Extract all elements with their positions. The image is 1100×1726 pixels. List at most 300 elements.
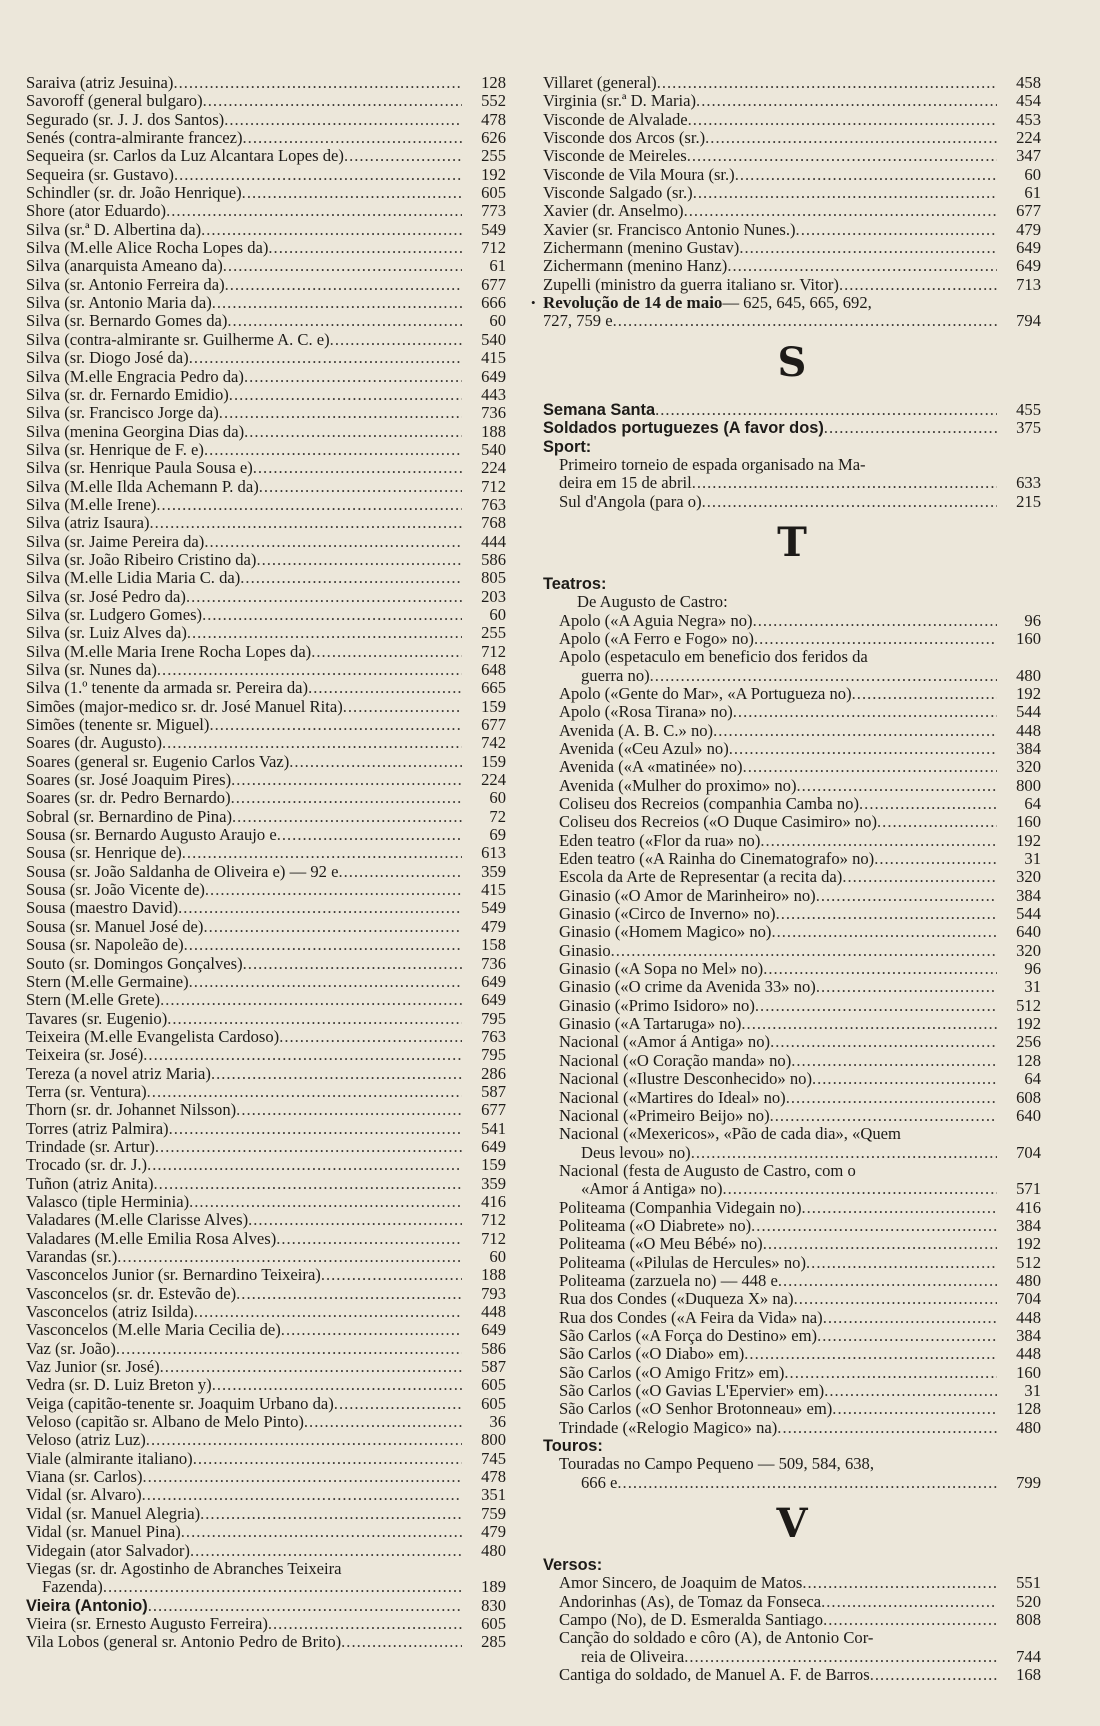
leader-dots [735,166,997,184]
leader-dots [824,1382,997,1400]
entry-name: Silva (atriz Isaura) [26,514,150,533]
entry-page: 478 [481,109,506,129]
index-entry [26,331,506,349]
index-entry [26,239,506,257]
leader-dots [211,1065,462,1083]
entry-page: 552 [481,91,506,111]
entry-name: Stern (M.elle Germaine) [26,972,189,991]
entry-name: Ginasio («A Tartaruga» no) [559,1015,742,1034]
entry-name: Thorn (sr. dr. Johannet Nilsson) [26,1101,237,1120]
entry-name: Silva (M.elle Alice Rocha Lopes da) [26,239,269,258]
index-entry-continuation [543,1474,1041,1492]
leader-dots [277,826,462,844]
index-entry [26,771,506,789]
entry-name: Silva (sr. dr. Fernardo Emidio) [26,385,229,404]
leader-dots [308,679,462,697]
entry-name: Vedra (sr. D. Luiz Breton y) [26,1376,212,1395]
leader-dots [817,1327,997,1345]
entry-name: Avenida («A «matinée» no) [559,758,743,777]
leader-dots [617,1474,997,1492]
index-entry [543,740,1041,758]
index-entry [26,1065,506,1083]
entry-page: 736 [481,403,506,423]
entry-page: 640 [1016,1105,1041,1125]
index-entry [26,1523,506,1541]
entry-page: 773 [481,201,506,221]
entry-page: 549 [481,219,506,239]
index-entry [543,419,1041,437]
index-entry [26,459,506,477]
entry-name: Veloso (capitão sr. Albano de Melo Pinto) [26,1413,304,1432]
entry-page: 712 [481,238,506,258]
index-entry [543,129,1041,147]
entry-page: 649 [481,971,506,991]
entry-name: Coliseu dos Recreios («O Duque Casimiro» no) [559,813,878,832]
entry-name: Silva (1.º tenente da armada sr. Pereira da) [26,679,309,698]
entry-page: 320 [1016,867,1041,887]
entry-name: Silva (sr. João Ribeiro Cristino da) [26,550,257,569]
entry-name: Avenida (A. B. C.» no) [559,721,714,740]
entry-name: Nacional («Primeiro Beijo» no) [559,1106,770,1125]
entry-name: Valadares (M.elle Clarisse Alves) [26,1211,249,1230]
index-entry [26,533,506,551]
entry-page: 830 [481,1595,506,1615]
leader-dots [777,1419,997,1437]
leader-dots [839,276,997,294]
entry-name: 666 e [581,1473,618,1492]
entry-name: Silva (M.elle Engracia Pedro da) [26,367,244,386]
index-entry [26,294,506,312]
entry-page: 586 [481,1338,506,1358]
entry-name: Sequeira (sr. Gustavo) [26,165,174,184]
index-entry [543,777,1041,795]
entry-page: 649 [481,990,506,1010]
leader-dots [103,1578,462,1596]
leader-dots [289,753,462,771]
entry-name: São Carlos («A Força do Destino» em) [559,1326,818,1345]
index-entry: Nacional («Mexericos», «Pão de cada dia», «Quem [559,1125,901,1144]
leader-dots [143,1046,462,1064]
leader-dots [231,789,462,807]
index-entry [543,722,1041,740]
entry-name: Sousa (sr. Henrique de) [26,844,182,863]
entry-page: 704 [1016,1142,1041,1162]
entry-name: Vidal (sr. Manuel Alegria) [26,1504,201,1523]
entry-page: 520 [1016,1591,1041,1611]
leader-dots [611,942,997,960]
index-entry [26,1083,506,1101]
entry-page: 551 [1016,1573,1041,1593]
leader-dots [157,661,462,679]
leader-dots [182,844,462,862]
leader-dots [321,1266,462,1284]
entry-name: Zichermann (menino Hanz) [543,257,728,276]
index-entry [543,493,1041,511]
leader-dots [311,643,462,661]
entry-name: Ginasio («Homem Magico» no) [559,923,772,942]
entry-name: Varandas (sr.) [26,1248,118,1266]
entry-pages: 727, 759 e [543,312,613,331]
entry-name: Avenida («Ceu Azul» no) [559,739,729,758]
index-entry-continuation [543,474,1041,492]
index-entry [26,221,506,239]
index-entry [26,349,506,367]
entry-page: 605 [481,1393,506,1413]
entry-page: 458 [1016,73,1041,92]
leader-dots [760,832,997,850]
entry-page: 96 [1024,959,1041,979]
entry-page: 763 [481,1026,506,1046]
entry-page: 359 [481,1173,506,1193]
index-entry [543,1052,1041,1070]
index-entry [543,74,1041,92]
entry-page: 795 [481,1045,506,1065]
leader-dots [784,1364,997,1382]
entry-page: 158 [481,935,506,955]
leader-dots [236,1285,462,1303]
index-entry [26,1395,506,1413]
index-entry [26,991,506,1009]
entry-page: 416 [1016,1197,1041,1217]
index-entry [543,202,1041,220]
index-entry [26,789,506,807]
entry-page: 587 [481,1081,506,1101]
leader-dots [242,184,462,202]
index-entry-continuation [543,1144,1041,1162]
entry-name: Vieira (Antonio) [26,1596,148,1615]
index-entry [26,661,506,679]
entry-name: Silva (anarquista Ameano da) [26,257,223,276]
index-entry [543,92,1041,110]
index-entry [26,1358,506,1376]
leader-dots [203,918,462,936]
entry-name: Deus levou» no) [581,1143,691,1162]
leader-dots [696,92,997,110]
category-heading: Sport: [543,437,592,456]
index-entry [26,257,506,275]
entry-name: Politeama («O Diabrete» no) [559,1216,752,1235]
entry-page: 384 [1016,1215,1041,1235]
index-entry [543,813,1041,831]
index-entry [543,276,1041,294]
entry-page: 224 [1016,128,1041,148]
index-entry [26,679,506,697]
index-entry [543,1382,1041,1400]
entry-page: 320 [1016,757,1041,777]
entry-name: Soares (dr. Augusto) [26,734,162,753]
leader-dots [687,147,997,165]
index-entry [543,1015,1041,1033]
entry-name: Coliseu dos Recreios (companhia Camba no) [559,795,860,813]
entry-name: Shore (ator Eduardo) [26,202,167,221]
leader-dots [243,129,462,147]
index-entry [543,401,1041,419]
entry-name: Silva (sr. Ludgero Gomes) [26,605,203,624]
entry-page: 512 [1016,1252,1041,1272]
entry-name: Veloso (atriz Luz) [26,1431,146,1450]
leader-dots [338,863,462,881]
leader-dots [276,1230,462,1248]
index-entry [543,795,1041,813]
entry-name: Schindler (sr. dr. João Henrique) [26,184,242,203]
index-entry [26,1633,506,1651]
index-entry [543,832,1041,850]
entry-page: 480 [1016,1417,1041,1437]
entry-page: 454 [1016,91,1041,111]
leader-dots [794,1290,997,1308]
index-entry [26,808,506,826]
leader-dots [204,441,462,459]
entry-name: Sousa (sr. João Saldanha de Oliveira e) — 92 e [26,862,339,881]
index-entry [26,1046,506,1064]
entry-page: 203 [481,586,506,606]
entry-name: Apolo («Gente do Mar», «A Portugueza no) [559,684,852,703]
entry-name: Semana Santa [543,400,656,419]
leader-dots [244,368,462,386]
leader-dots [189,349,462,367]
leader-dots [778,1272,997,1290]
leader-dots [874,850,997,868]
entry-page: 744 [1016,1646,1041,1666]
bullet-mark: • [531,295,536,311]
index-entry [26,936,506,954]
entry-page: 742 [481,733,506,753]
leader-dots [776,905,997,923]
entry-name: Teixeira (M.elle Evangelista Cardoso) [26,1027,280,1046]
entry-name: Escola da Arte de Representar (a recita da) [559,868,843,887]
leader-dots [852,685,997,703]
leader-dots [751,1217,997,1235]
entry-page: 808 [1016,1610,1041,1630]
leader-dots [231,771,462,789]
entry-page: 192 [1016,683,1041,703]
index-column-left [26,74,506,1652]
index-entry [26,899,506,917]
category-heading: Touros: [543,1437,603,1456]
entry-page: 805 [481,568,506,588]
index-entry [543,1419,1041,1437]
entry-page: 384 [1016,738,1041,758]
leader-dots [193,1450,462,1468]
index-entry [26,496,506,514]
category-heading: Teatros: [543,574,607,593]
entry-name: Soldados portuguezes (A favor dos) [543,419,824,438]
leader-dots [832,1400,997,1418]
index-entry [543,1574,1041,1592]
leader-dots [236,1101,462,1119]
index-entry [543,1235,1041,1253]
entry-name: Saraiva (atriz Jesuina) [26,74,174,92]
entry-page: 712 [481,476,506,496]
entry-name: Soares (general sr. Eugenio Carlos Vaz) [26,752,290,771]
leader-dots [791,1052,997,1070]
leader-dots [713,722,997,740]
index-entry [26,478,506,496]
entry-name: Eden teatro («Flor da rua» no) [559,831,761,850]
entry-page: 359 [481,861,506,881]
entry-page: 540 [481,439,506,459]
entry-page: 160 [1016,812,1041,832]
entry-page: 800 [481,1430,506,1450]
section-letter-s: S [777,338,807,386]
entry-page: 544 [1016,904,1041,924]
entry-name: Apolo («A Ferro e Fogo» no) [559,629,754,648]
entry-name: Vasconcelos (M.elle Maria Cecilia de) [26,1321,281,1340]
entry-name: Sousa (sr. João Vicente de) [26,881,205,900]
leader-dots [190,1542,462,1560]
leader-dots [796,221,997,239]
entry-page: 444 [481,531,506,551]
leader-dots [743,758,997,776]
index-entry [543,1364,1041,1382]
leader-dots [753,612,997,630]
index-entry: Touradas no Campo Pequeno — 509, 584, 638, [559,1455,875,1474]
index-entry [26,1285,506,1303]
leader-dots [812,1070,997,1088]
entry-name: Cantiga do soldado, de Manuel A. F. de Barros [559,1666,870,1685]
entry-page: 128 [1016,1399,1041,1419]
entry-page: 351 [481,1485,506,1505]
index-entry [543,942,1041,960]
leader-dots [147,1156,462,1174]
entry-name: Politeama (zarzuela no) — 448 e [559,1271,778,1290]
leader-dots [739,239,997,257]
leader-dots [806,1254,997,1272]
entry-page: 415 [481,880,506,900]
index-entry-continuation [543,667,1041,685]
index-entry [543,887,1041,905]
leader-dots [268,1615,462,1633]
leader-dots [174,166,462,184]
entry-page: 64 [1024,794,1041,813]
entry-page: 745 [481,1448,506,1468]
entry-page: 60 [489,788,506,808]
entry-name: Ginasio («A Sopa no Mel» no) [559,960,764,979]
leader-dots [613,312,997,330]
index-entry [26,386,506,404]
entry-name: Virginia (sr.ª D. Maria) [543,92,697,111]
index-entry [543,1199,1041,1217]
leader-dots [702,493,997,511]
section-letter-t: T [777,518,807,566]
leader-dots [160,991,462,1009]
entry-page: 677 [481,274,506,294]
entry-page: 320 [1016,940,1041,960]
entry-page: 540 [481,329,506,349]
right-entry-list [543,74,1041,294]
index-entry [26,918,506,936]
index-entry [26,569,506,587]
index-entry [543,923,1041,941]
leader-dots [148,1597,462,1615]
entry-page: 763 [481,494,506,514]
entry-name: Zupelli (ministro da guerra italiano sr. Vitor) [543,275,839,294]
entry-name: Visconde dos Arcos (sr.) [543,129,706,148]
leader-dots [657,74,997,92]
entry-page: 541 [481,1118,506,1138]
entry-page: 712 [481,641,506,661]
entry-name: Visconde de Meireles [543,147,687,166]
entry-page: 448 [1016,720,1041,740]
leader-dots [801,1199,997,1217]
leader-dots [304,1413,462,1431]
index-entry [543,997,1041,1015]
entry-page: 60 [489,311,506,331]
entry-page: 480 [1016,665,1041,685]
leader-dots [763,960,997,978]
entry-page: 255 [481,623,506,643]
index-entry: Primeiro torneio de espada organisado na Ma- [559,455,866,474]
entry-name: Ginasio («Primo Isidoro» no) [559,996,755,1015]
index-entry [26,1138,506,1156]
leader-dots [160,1358,462,1376]
leader-dots [248,1211,462,1229]
entry-name: Villaret (general) [543,74,657,92]
entry-pages: — 625, 645, 665, 692, [722,294,872,313]
entry-page: 160 [1016,628,1041,648]
entry-page: 60 [489,604,506,624]
index-column-right [531,73,1041,1685]
entry-name: Silva (M.elle Maria Irene Rocha Lopes da) [26,642,312,661]
leader-dots [733,703,997,721]
leader-dots [169,1120,462,1138]
leader-dots [797,777,998,795]
index-entry [543,960,1041,978]
leader-dots [729,740,997,758]
entry-page: 96 [1024,610,1041,630]
entry-page: 69 [489,825,506,845]
leader-dots [187,624,462,642]
index-entry [26,734,506,752]
entry-name: Silva (sr. Jaime Pereira da) [26,532,205,551]
entry-page: 626 [481,128,506,148]
leader-dots [204,533,462,551]
index-entry [26,312,506,330]
entry-name: Politeama (Companhia Videgain no) [559,1198,802,1217]
leader-dots [823,1309,997,1327]
index-entry [26,1248,506,1266]
index-entry [26,1193,506,1211]
index-entry [26,1230,506,1248]
subheading: De Augusto de Castro: [577,593,728,612]
entry-name: Segurado (sr. J. J. dos Santos) [26,110,225,129]
entry-name: Stern (M.elle Grete) [26,991,161,1010]
index-entry [26,202,506,220]
entry-page: 192 [1016,1234,1041,1254]
entry-page: 128 [481,73,506,92]
leader-dots [154,1175,462,1193]
entry-name: Visconde Salgado (sr.) [543,184,693,203]
entry-name: Souto (sr. Domingos Gonçalves) [26,954,243,973]
section-letter-v: V [776,1500,808,1548]
index-entry [26,698,506,716]
index-entry [26,74,506,92]
entry-name: Rua dos Condes («Duqueza X» na) [559,1290,794,1309]
entry-name: Apolo («A Aguia Negra» no) [559,611,753,630]
leader-dots [173,74,462,92]
entry-name: São Carlos («O Diabo» em) [559,1345,745,1364]
entry-name: Apolo («Rosa Tirana» no) [559,703,733,722]
index-entry [26,753,506,771]
entry-page: 794 [1016,311,1041,331]
entry-page: 480 [481,1540,506,1560]
index-entry [26,92,506,110]
leader-dots [771,923,997,941]
entry-page: 61 [1024,183,1041,203]
entry-page: 587 [481,1357,506,1377]
leader-dots [205,881,462,899]
entry-page: 544 [1016,702,1041,722]
